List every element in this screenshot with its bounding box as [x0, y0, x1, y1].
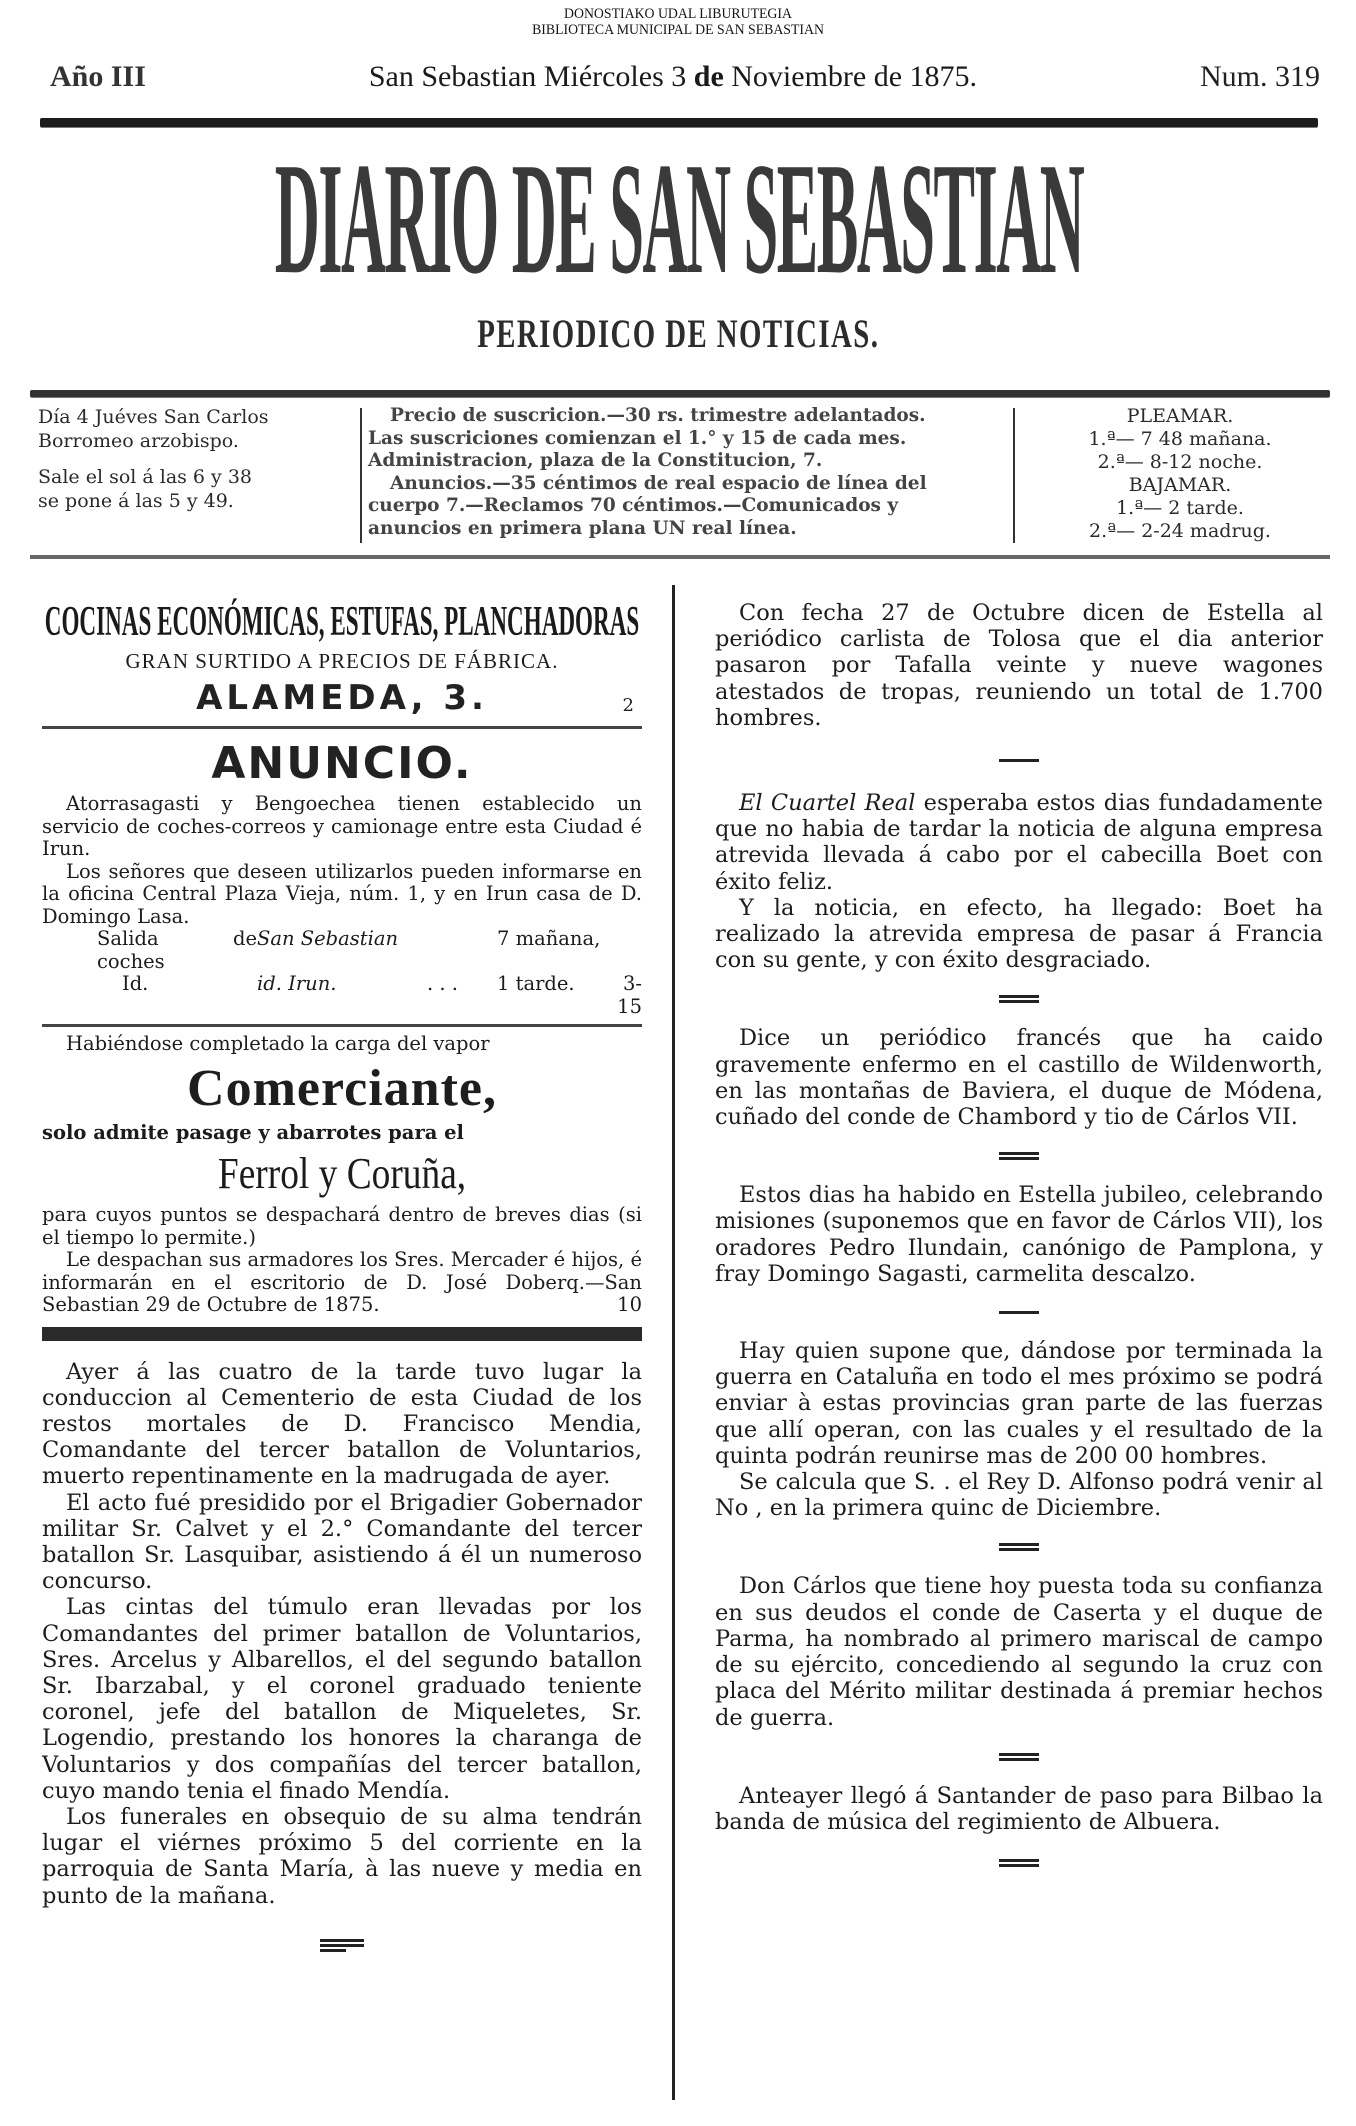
article-paragraph: Anteayer llegó á Santander de paso para Bilbao la banda de música del regimiento de Albuera. — [715, 1782, 1323, 1835]
ad-cocinas — [42, 598, 642, 720]
pleamar-first: 1.ª— 7 48 mañana. — [1088, 428, 1272, 450]
ad-anuncio-p2: Los señores que deseen utilizarlos pueden informarse en la oficina Central Plaza Vieja, núm. 1, y en Irun casa de D. Domingo Lasa. — [42, 859, 642, 928]
saint-day-line-1: Día 4 Juéves San Carlos — [38, 406, 269, 428]
left-column — [42, 598, 642, 1954]
ad-separator — [42, 726, 642, 729]
timetable-time: 1 tarde. — [497, 972, 575, 995]
article-modena — [715, 1025, 1323, 1130]
dateline — [50, 60, 1320, 100]
timetable-dots: . . . — [427, 972, 458, 995]
ad-vapor-ref: 10 — [617, 1293, 642, 1316]
timetable-ref: 3-15 — [617, 972, 642, 1018]
article-paragraph: Y la noticia, en efecto, ha llegado: Boet ha realizado la atrevida empresa de pasar á Francia con su gente, y con éxito desgraciado. — [715, 894, 1323, 974]
subscription-line-5: cuerpo 7.—Reclamos 70 céntimos.—Comunicados y — [368, 495, 899, 516]
issue-date-suffix: Noviembre de 1875. — [731, 60, 978, 93]
masthead-top-rule — [40, 118, 1318, 127]
ad-anuncio-p1: Atorrasagasti y Bengoechea tienen establecido un servicio de coches-correos y camionage entre esta Ciudad é Irun. — [42, 792, 642, 860]
article-paragraph: Ayer á las cuatro de la tarde tuvo lugar la conduccion al Cementerio de esta Ciudad de los restos mortales de D. Francisco Mendia, Comandante del tercer batallon de Voluntarios, muerto repentinamente en la madrugada de ayer. — [42, 1358, 642, 1490]
masthead-title — [20, 138, 1338, 298]
ad-vapor-p2-text: Le despachan sus armadores los Sres. Mercader é hijos, é informarán en el escritorio de D. José Doberq.—San Sebastian 29 de Octubre de 1875. — [42, 1248, 642, 1316]
masthead-title-text: DIARIO DE SAN SEBASTIAN — [274, 138, 1084, 298]
article-paragraph: Estos dias ha habido en Estella jubileo, celebrando misiones (suponemos que en favor de Cárlos VII), los oradores Pedro Ilundain, canónigo de Pamplona, y fray Domingo Sagasti, carmelita descalzo. — [715, 1182, 1323, 1287]
double-rule-ornament-icon — [999, 1543, 1039, 1551]
saint-day-line-2: Borromeo arzobispo. — [38, 430, 239, 452]
article-paragraph: Las cintas del túmulo eran llevadas por los Comandantes del primer batallon de Voluntarios, Sres. Arcelus y Albarellos, el del segundo batallon Sr. Ibarzabal, y el coronel graduado teniente coronel, jefe del batallon de Miqueletes, Sr. Logendio, prestando los honores la charanga de Voluntarios y dos compañías del tercer batallon, cuyo mando tenia el finado Mendía. — [42, 1594, 642, 1804]
subscription-line-2: Las suscriciones comienzan el 1.° y 15 de cada mes. — [368, 427, 907, 449]
article-paragraph: Se calcula que S. . el Rey D. Alfonso podrá venir al No , en la primera quinc de Diciembre. — [715, 1469, 1323, 1522]
issue-date — [369, 60, 977, 94]
info-divider-left — [360, 408, 362, 543]
article-paragraph: Con fecha 27 de Octubre dicen de Estella al periódico carlista de Tolosa que el dia anterior pasaron por Tafalla veinte y nueve wagones atestados de tropas, reuniendo un total de 1.700 hombres. — [715, 600, 1323, 731]
info-divider-right — [1013, 408, 1015, 543]
subscription-line-4: Anuncios.—35 céntimos de real espacio de línea del — [390, 472, 927, 494]
rule-ornament-icon — [999, 1311, 1039, 1314]
ad-anuncio-headline: ANUNCIO. — [211, 738, 473, 789]
ad-vapor-line2: solo admite pasage y abarrotes para el — [42, 1120, 464, 1144]
sunrise-line: Sale el sol á las 6 y 38 — [38, 466, 253, 488]
ad-vapor-intro: Habiéndose completado la carga del vapor — [66, 1032, 490, 1055]
double-rule-ornament-icon — [999, 1859, 1039, 1867]
rule-ornament-icon — [999, 759, 1039, 762]
subscription-line-1: Precio de suscricion.—30 rs. trimestre adelantados. — [390, 405, 926, 426]
ad-vapor-ship-name: Comerciante, — [187, 1059, 497, 1117]
coach-timetable — [42, 928, 642, 1018]
subscription-line-3: Administracion, plaza de la Constitucion, 7. — [368, 450, 823, 471]
article-paragraph: Hay quien supone que, dándose por terminada la guerra en Cataluña en todo el mes próximo se podrá enviar à estas provincias gran parte de las fuerzas que allí operan, con las cuales y el resultado de la quinta podrán reunirse mas de 200 00 hombres. — [715, 1338, 1323, 1469]
article-cataluna — [715, 1338, 1323, 1521]
article-paragraph: Don Cárlos que tiene hoy puesta toda su confianza en sus deudos el conde de Caserta y el duque de Parma, ha nombrado al primero mariscal de campo de su ejército, concediendo al segundo la cruz con placa del Mérito militar destinada á premiar hechos de guerra. — [715, 1573, 1323, 1731]
article-cuartel-real — [715, 790, 1323, 973]
year-label: Año III — [50, 60, 146, 93]
almanac-box — [38, 405, 338, 513]
article-tafalla — [715, 600, 1323, 731]
subscription-box — [368, 405, 1008, 540]
column-divider — [672, 585, 675, 2100]
publication-name: El Cuartel Real — [739, 790, 916, 817]
right-column — [715, 600, 1323, 1891]
timetable-place: id. Irun. — [257, 972, 337, 995]
article-paragraph — [715, 790, 1323, 895]
double-rule-ornament-icon — [999, 1152, 1039, 1160]
issue-number: Num. 319 — [1200, 60, 1320, 93]
issue-date-de: de — [693, 60, 724, 93]
ad-cocinas-subline: GRAN SURTIDO A PRECIOS DE FÁBRICA. — [125, 649, 559, 673]
ad-anuncio — [42, 735, 642, 1018]
article-text: esperaba estos dias fundadamente que no habia de tardar la noticia de alguna empresa atrevida llevada á cabo por el cabecilla Boet con éxito feliz. — [715, 790, 1323, 895]
ad-cocinas-address — [42, 676, 642, 720]
library-name-basque: DONOSTIAKO UDAL LIBURUTEGIA — [564, 6, 792, 22]
ad-separator — [42, 1024, 642, 1027]
tides-box — [1025, 405, 1335, 543]
bajamar-second: 2.ª— 2-24 madrug. — [1089, 520, 1271, 542]
double-rule-ornament-icon — [999, 995, 1039, 1003]
timetable-label: Salida de coches — [97, 927, 257, 973]
pleamar-second: 2.ª— 8-12 noche. — [1097, 451, 1263, 473]
bajamar-label: BAJAMAR. — [1128, 474, 1232, 496]
timetable-row — [42, 973, 642, 1018]
article-albuera — [715, 1783, 1323, 1835]
timetable-row — [42, 928, 642, 973]
ad-cocinas-headline: COCINAS ECONÓMICAS, ESTUFAS, PLANCHADORAS — [44, 599, 640, 645]
article-paragraph: El acto fué presidido por el Brigadier Gobernador militar Sr. Calvet y el 2.° Comandante del tercer batallon Sr. Lasquibar, asistiendo á él un numeroso concurso. — [42, 1489, 642, 1595]
double-rule-ornament-icon — [320, 1939, 364, 1952]
pleamar-label: PLEAMAR. — [1126, 405, 1234, 427]
subscription-line-6: anuncios en primera plana UN real línea. — [368, 517, 797, 539]
ad-vapor-p1: para cuyos puntos se despachará dentro de breves dias (si el tiempo lo permite.) — [42, 1203, 642, 1249]
issue-date-prefix: San Sebastian Miércoles 3 — [368, 60, 687, 93]
timetable-ref — [617, 928, 642, 973]
sunset-line: se pone á las 5 y 49. — [38, 490, 234, 512]
info-top-rule — [30, 390, 1330, 397]
ad-vapor — [42, 1033, 642, 1317]
ad-cocinas-address-text: ALAMEDA, 3. — [196, 678, 488, 718]
article-estella-jubileo — [715, 1182, 1323, 1287]
article-mendia — [42, 1359, 642, 1909]
double-rule-ornament-icon — [999, 1753, 1039, 1761]
timetable-label: Id. — [122, 972, 149, 995]
ad-vapor-destination: Ferrol y Coruña, — [217, 1149, 467, 1198]
timetable-place: San Sebastian — [257, 927, 399, 950]
library-name-spanish: BIBLIOTECA MUNICIPAL DE SAN SEBASTIAN — [532, 22, 824, 38]
ad-cocinas-ref: 2 — [622, 695, 634, 716]
masthead-subtitle-text: PERIODICO DE NOTICIAS. — [476, 311, 880, 356]
article-section-rule — [42, 1327, 642, 1341]
timetable-time: 7 mañana, — [497, 927, 601, 950]
library-header — [54, 6, 1302, 38]
article-paragraph: Los funerales en obsequio de su alma tendrán lugar el viérnes próximo 5 del corriente en la parroquia de Santa María, à las nueve y media en punto de la mañana. — [42, 1803, 642, 1909]
article-paragraph: Dice un periódico francés que ha caido gravemente enfermo en el castillo de Wildenworth, en las montañas de Baviera, el duque de Módena, cuñado del conde de Chambord y tio de Cárlos VII. — [715, 1025, 1323, 1131]
ad-vapor-p2 — [42, 1249, 642, 1317]
masthead-subtitle — [0, 310, 1356, 357]
info-bottom-rule — [30, 555, 1330, 559]
timetable-dots — [427, 928, 497, 973]
bajamar-first: 1.ª— 2 tarde. — [1116, 497, 1244, 519]
article-don-carlos — [715, 1573, 1323, 1730]
